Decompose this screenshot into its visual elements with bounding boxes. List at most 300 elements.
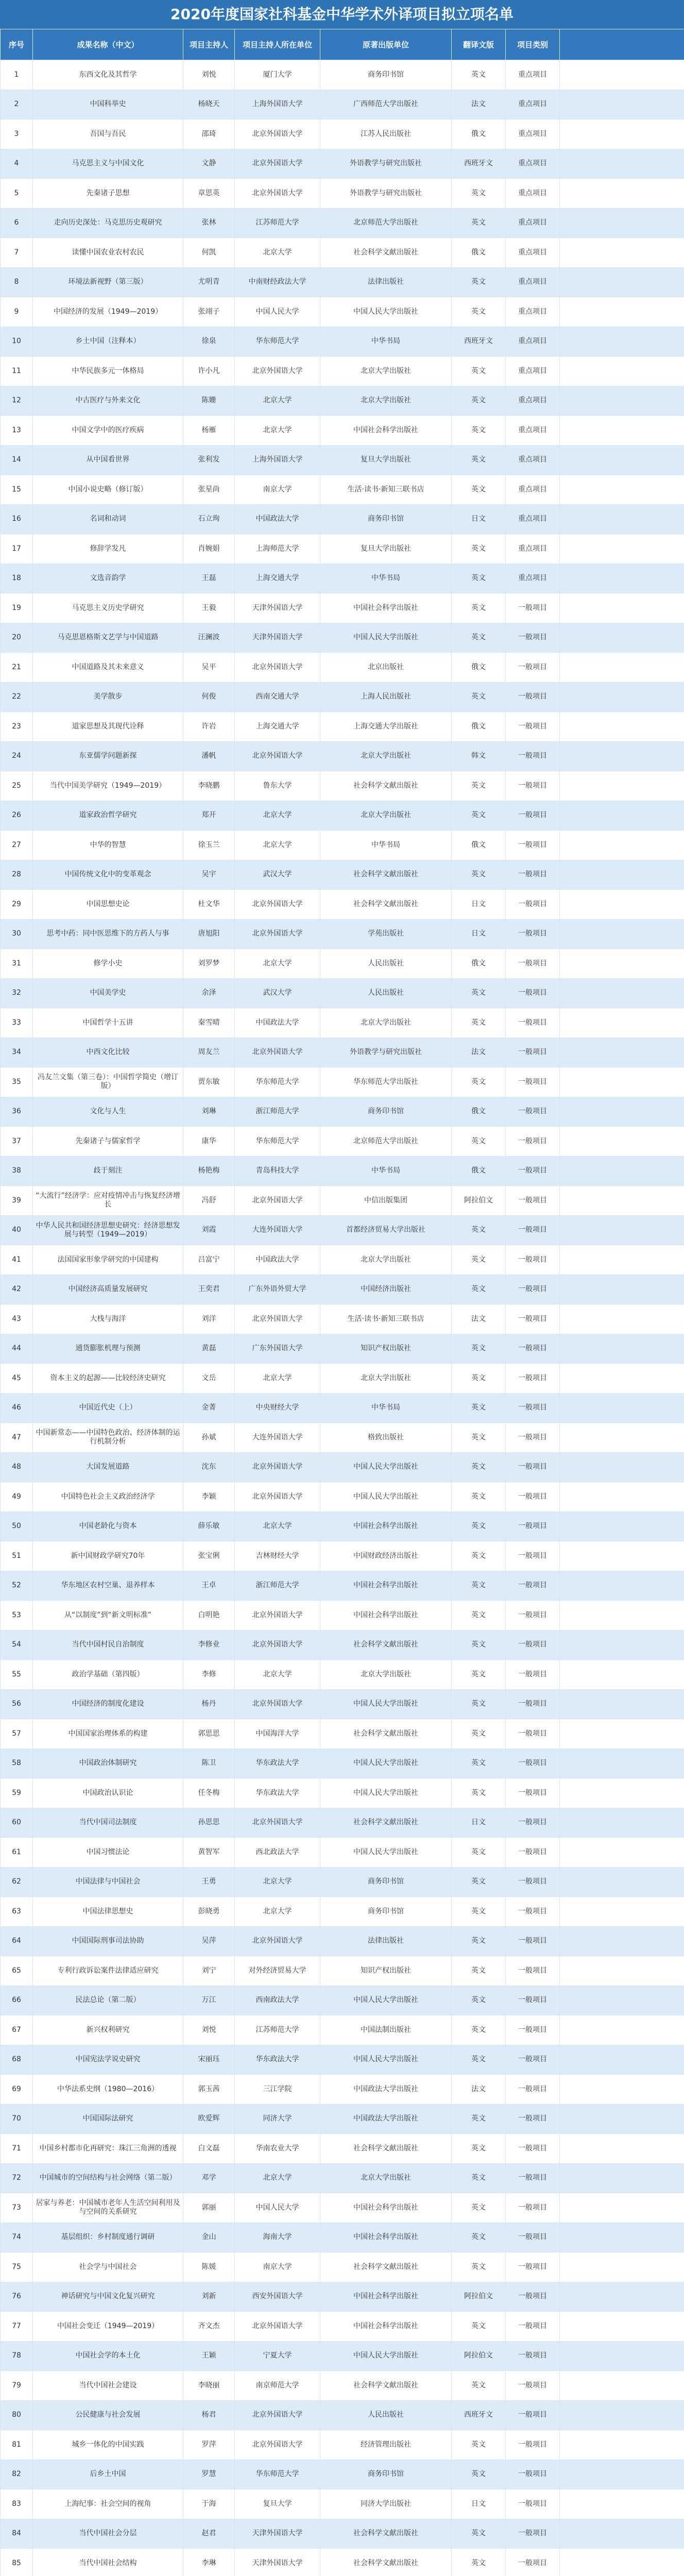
cell-publisher: 知识产权出版社	[320, 1334, 452, 1364]
cell-index: 80	[1, 2400, 33, 2430]
cell-host-unit: 浙江师范大学	[235, 1571, 320, 1601]
cell-category: 一般项目	[506, 1275, 560, 1304]
cell-title: 中国政治体制研究	[33, 1749, 183, 1778]
cell-index: 24	[1, 741, 33, 771]
cell-title: 通货膨胀机理与预测	[33, 1334, 183, 1364]
cell-title: 中国近代史（上）	[33, 1393, 183, 1423]
cell-category: 重点项目	[506, 149, 560, 179]
cell-host: 杨君	[183, 2400, 235, 2430]
cell-language: 日文	[452, 1808, 506, 1838]
cell-host-unit: 华东师范大学	[235, 2460, 320, 2489]
cell-category: 一般项目	[506, 860, 560, 890]
cell-language: 英文	[452, 564, 506, 594]
cell-blank	[560, 386, 684, 416]
table-row	[1, 890, 684, 920]
cell-host: 薛乐敏	[183, 1512, 235, 1541]
cell-index: 10	[1, 327, 33, 357]
table-row	[1, 2045, 684, 2075]
cell-language: 英文	[452, 978, 506, 1008]
cell-publisher: 社会科学文献出版社	[320, 1630, 452, 1660]
cell-publisher: 中国社会科学出版社	[320, 2282, 452, 2312]
cell-blank	[560, 2549, 684, 2576]
cell-category: 一般项目	[506, 1571, 560, 1601]
cell-host: 文静	[183, 149, 235, 179]
cell-host: 白文磊	[183, 2134, 235, 2164]
cell-language: 英文	[452, 2252, 506, 2282]
cell-publisher: 学苑出版社	[320, 919, 452, 949]
cell-language: 英文	[452, 1956, 506, 1986]
table-row	[1, 1334, 684, 1364]
cell-publisher: 广西师范大学出版社	[320, 90, 452, 120]
cell-blank	[560, 1749, 684, 1778]
cell-category: 一般项目	[506, 1956, 560, 1986]
cell-index: 72	[1, 2163, 33, 2193]
cell-index: 49	[1, 1482, 33, 1512]
cell-host: 郑开	[183, 801, 235, 831]
cell-index: 84	[1, 2519, 33, 2549]
table-row	[1, 238, 684, 268]
cell-host: 郭玉茜	[183, 2075, 235, 2105]
cell-publisher: 商务印书馆	[320, 1897, 452, 1927]
cell-language: 英文	[452, 1867, 506, 1897]
cell-language: 西班牙文	[452, 327, 506, 357]
table-row	[1, 1689, 684, 1719]
cell-blank	[560, 1689, 684, 1719]
table-row	[1, 2341, 684, 2371]
cell-language: 西班牙文	[452, 2400, 506, 2430]
cell-blank	[560, 2489, 684, 2519]
table-row	[1, 682, 684, 712]
cell-blank	[560, 2341, 684, 2371]
cell-host: 李修业	[183, 1630, 235, 1660]
cell-index: 25	[1, 771, 33, 801]
cell-host: 王颖	[183, 2341, 235, 2371]
cell-language: 英文	[452, 2045, 506, 2075]
cell-host: 刘琳	[183, 1097, 235, 1127]
cell-index: 15	[1, 475, 33, 505]
cell-category: 一般项目	[506, 653, 560, 683]
cell-category: 一般项目	[506, 831, 560, 860]
cell-index: 46	[1, 1393, 33, 1423]
cell-category: 一般项目	[506, 2489, 560, 2519]
cell-index: 5	[1, 179, 33, 209]
cell-host-unit: 上海外国语大学	[235, 445, 320, 475]
table-row	[1, 801, 684, 831]
table-row	[1, 2015, 684, 2045]
cell-publisher: 中国社会科学出版社	[320, 416, 452, 446]
table-row	[1, 1956, 684, 1986]
cell-host: 张星尚	[183, 475, 235, 505]
cell-host: 刘新	[183, 2282, 235, 2312]
cell-blank	[560, 564, 684, 594]
cell-host: 李修	[183, 1660, 235, 1690]
cell-blank	[560, 741, 684, 771]
cell-title: 上海纪事：社会空间的视角	[33, 2489, 183, 2519]
cell-publisher: 社会科学文献出版社	[320, 2549, 452, 2576]
cell-publisher: 北京大学出版社	[320, 357, 452, 386]
cell-blank	[560, 2312, 684, 2342]
cell-index: 32	[1, 978, 33, 1008]
cell-host-unit: 鲁东大学	[235, 771, 320, 801]
cell-blank	[560, 1512, 684, 1541]
cell-language: 英文	[452, 594, 506, 623]
cell-host: 贾东敏	[183, 1067, 235, 1097]
cell-title: 道家政治哲学研究	[33, 801, 183, 831]
cell-host-unit: 大连外国语大学	[235, 1423, 320, 1453]
cell-host: 文岳	[183, 1364, 235, 1394]
cell-title: 当代中国社会结构	[33, 2549, 183, 2576]
cell-index: 8	[1, 267, 33, 297]
cell-publisher: 中国人民大学出版社	[320, 1689, 452, 1719]
cell-host-unit: 同济大学	[235, 2104, 320, 2134]
cell-host: 陈卫	[183, 1749, 235, 1778]
cell-index: 56	[1, 1689, 33, 1719]
cell-language: 日文	[452, 2489, 506, 2519]
cell-publisher: 同济大学出版社	[320, 2489, 452, 2519]
cell-host-unit: 中南财经政法大学	[235, 267, 320, 297]
table-row	[1, 1778, 684, 1808]
cell-publisher: 外语教学与研究出版社	[320, 1038, 452, 1067]
cell-host-unit: 广东外语外贸大学	[235, 1275, 320, 1304]
cell-blank	[560, 890, 684, 920]
cell-publisher: 社会科学文献出版社	[320, 2519, 452, 2549]
cell-category: 重点项目	[506, 534, 560, 564]
cell-index: 62	[1, 1867, 33, 1897]
cell-host: 李颖	[183, 1482, 235, 1512]
cell-index: 77	[1, 2312, 33, 2342]
cell-publisher: 社会科学文献出版社	[320, 2371, 452, 2401]
cell-category: 一般项目	[506, 741, 560, 771]
cell-host-unit: 浙江师范大学	[235, 1097, 320, 1127]
cell-index: 22	[1, 682, 33, 712]
cell-title: 中西文化比较	[33, 1038, 183, 1067]
cell-title: 中国传统文化中的变革观念	[33, 860, 183, 890]
cell-host: 李晓鹏	[183, 771, 235, 801]
cell-publisher: 中国社会科学出版社	[320, 2193, 452, 2223]
cell-index: 83	[1, 2489, 33, 2519]
cell-publisher: 中国社会科学出版社	[320, 1512, 452, 1541]
cell-host: 宋丽珏	[183, 2045, 235, 2075]
table-row	[1, 1512, 684, 1541]
cell-category: 一般项目	[506, 1867, 560, 1897]
cell-host-unit: 北京大学	[235, 1364, 320, 1394]
cell-title: 新中国财政学研究70年	[33, 1541, 183, 1571]
cell-category: 重点项目	[506, 90, 560, 120]
cell-index: 23	[1, 712, 33, 742]
table-row	[1, 2549, 684, 2576]
table-row	[1, 149, 684, 179]
cell-host: 许小凡	[183, 357, 235, 386]
cell-category: 一般项目	[506, 1008, 560, 1038]
cell-host: 罗慧	[183, 2460, 235, 2489]
cell-host-unit: 南京大学	[235, 475, 320, 505]
cell-title: 中国思想史论	[33, 890, 183, 920]
table-row	[1, 504, 684, 534]
cell-category: 一般项目	[506, 2193, 560, 2223]
cell-publisher: 中国政法大学出版社	[320, 2075, 452, 2105]
cell-host: 黄智军	[183, 1838, 235, 1868]
cell-language: 英文	[452, 1482, 506, 1512]
cell-blank	[560, 1541, 684, 1571]
table-row	[1, 2371, 684, 2401]
table-row	[1, 1452, 684, 1482]
cell-host: 金山	[183, 2223, 235, 2252]
cell-publisher: 中华书局	[320, 1393, 452, 1423]
cell-host-unit: 中国政法大学	[235, 504, 320, 534]
cell-index: 73	[1, 2193, 33, 2223]
cell-host: 孙思思	[183, 1808, 235, 1838]
cell-blank	[560, 831, 684, 860]
table-row	[1, 357, 684, 386]
cell-category: 一般项目	[506, 1215, 560, 1245]
cell-category: 一般项目	[506, 1778, 560, 1808]
cell-host: 刘洋	[183, 1304, 235, 1334]
cell-blank	[560, 475, 684, 505]
cell-blank	[560, 2400, 684, 2430]
cell-host-unit: 北京大学	[235, 949, 320, 979]
cell-category: 一般项目	[506, 1808, 560, 1838]
cell-publisher: 北京大学出版社	[320, 1245, 452, 1275]
cell-host: 陈媛	[183, 2252, 235, 2282]
cell-blank	[560, 1986, 684, 2015]
cell-blank	[560, 1719, 684, 1749]
cell-blank	[560, 1630, 684, 1660]
cell-host-unit: 中国政法大学	[235, 1245, 320, 1275]
cell-language: 英文	[452, 1778, 506, 1808]
cell-host-unit: 北京外国语大学	[235, 1808, 320, 1838]
cell-category: 一般项目	[506, 1482, 560, 1512]
cell-host-unit: 华东师范大学	[235, 1127, 320, 1157]
cell-title: 当代中国美学研究（1949—2019）	[33, 771, 183, 801]
cell-host: 余泽	[183, 978, 235, 1008]
cell-host: 李晓丽	[183, 2371, 235, 2401]
cell-host: 王磊	[183, 564, 235, 594]
cell-publisher: 复旦大学出版社	[320, 534, 452, 564]
cell-language: 英文	[452, 2460, 506, 2489]
cell-blank	[560, 534, 684, 564]
cell-publisher: 外语教学与研究出版社	[320, 149, 452, 179]
cell-index: 45	[1, 1364, 33, 1394]
cell-category: 一般项目	[506, 1097, 560, 1127]
cell-blank	[560, 1097, 684, 1127]
cell-publisher: 复旦大学出版社	[320, 445, 452, 475]
cell-category: 一般项目	[506, 1038, 560, 1067]
cell-index: 78	[1, 2341, 33, 2371]
cell-host: 何凯	[183, 238, 235, 268]
table-row	[1, 831, 684, 860]
cell-title: 走向历史深处：马克思历史观研究	[33, 208, 183, 238]
cell-blank	[560, 2282, 684, 2312]
cell-host-unit: 青岛科技大学	[235, 1156, 320, 1186]
cell-title: 修辞学发凡	[33, 534, 183, 564]
cell-publisher: 生活·读书·新知三联书店	[320, 1304, 452, 1334]
cell-host-unit: 上海外国语大学	[235, 90, 320, 120]
cell-blank	[560, 1423, 684, 1453]
cell-language: 日文	[452, 504, 506, 534]
cell-language: 法文	[452, 2075, 506, 2105]
table-header-row	[1, 29, 684, 60]
cell-blank	[560, 2193, 684, 2223]
cell-blank	[560, 978, 684, 1008]
cell-language: 英文	[452, 1364, 506, 1394]
cell-category: 一般项目	[506, 1838, 560, 1868]
cell-category: 一般项目	[506, 594, 560, 623]
cell-host: 秦雪晴	[183, 1008, 235, 1038]
cell-index: 11	[1, 357, 33, 386]
cell-publisher: 法律出版社	[320, 1926, 452, 1956]
cell-publisher: 中国人民大学出版社	[320, 1838, 452, 1868]
cell-language: 法文	[452, 90, 506, 120]
cell-category: 一般项目	[506, 1245, 560, 1275]
cell-index: 31	[1, 949, 33, 979]
cell-publisher: 华东师范大学出版社	[320, 1067, 452, 1097]
table-row	[1, 2134, 684, 2164]
cell-publisher: 社会科学文献出版社	[320, 771, 452, 801]
cell-publisher: 商务印书馆	[320, 1097, 452, 1127]
cell-host: 徐泉	[183, 327, 235, 357]
cell-category: 一般项目	[506, 712, 560, 742]
cell-host-unit: 北京外国语大学	[235, 919, 320, 949]
table-row	[1, 2163, 684, 2193]
cell-host: 刘宁	[183, 1956, 235, 1986]
cell-blank	[560, 445, 684, 475]
cell-host: 吴萍	[183, 1926, 235, 1956]
cell-category: 一般项目	[506, 1393, 560, 1423]
cell-publisher: 江苏人民出版社	[320, 120, 452, 149]
cell-language: 日文	[452, 890, 506, 920]
table-row	[1, 1215, 684, 1245]
cell-blank	[560, 1867, 684, 1897]
cell-index: 71	[1, 2134, 33, 2164]
cell-title: 马克思主义历史学研究	[33, 594, 183, 623]
cell-host: 潘帆	[183, 741, 235, 771]
cell-publisher: 商务印书馆	[320, 1867, 452, 1897]
cell-category: 一般项目	[506, 1986, 560, 2015]
table-row	[1, 1156, 684, 1186]
table-row	[1, 2223, 684, 2252]
cell-language: 英文	[452, 2430, 506, 2460]
cell-category: 一般项目	[506, 2104, 560, 2134]
cell-blank	[560, 1156, 684, 1186]
cell-host: 王奕君	[183, 1275, 235, 1304]
cell-title: 从“以制度”到“新文明标准”	[33, 1601, 183, 1631]
cell-host: 李琳	[183, 2549, 235, 2576]
cell-language: 英文	[452, 1067, 506, 1097]
table-row	[1, 297, 684, 327]
cell-index: 55	[1, 1660, 33, 1690]
cell-host: 张翊子	[183, 297, 235, 327]
cell-index: 81	[1, 2430, 33, 2460]
cell-title: 中华民族多元一体格局	[33, 357, 183, 386]
cell-language: 英文	[452, 2371, 506, 2401]
cell-blank	[560, 1808, 684, 1838]
cell-host-unit: 华东政法大学	[235, 1749, 320, 1778]
cell-title: 中国道路及其未来意义	[33, 653, 183, 683]
cell-index: 61	[1, 1838, 33, 1868]
cell-title: 中华法系史纲（1980—2016）	[33, 2075, 183, 2105]
cell-host: 张利发	[183, 445, 235, 475]
cell-host: 唐旭阳	[183, 919, 235, 949]
cell-host-unit: 上海交通大学	[235, 564, 320, 594]
cell-language: 英文	[452, 860, 506, 890]
cell-publisher: 中华书局	[320, 564, 452, 594]
cell-index: 74	[1, 2223, 33, 2252]
header-host-unit: 项目主持人所在单位	[235, 29, 320, 60]
cell-title: 中国习惯法论	[33, 1838, 183, 1868]
cell-host: 沈东	[183, 1452, 235, 1482]
table-row	[1, 2075, 684, 2105]
table-row	[1, 2312, 684, 2342]
cell-host-unit: 华东师范大学	[235, 1067, 320, 1097]
cell-publisher: 北京出版社	[320, 653, 452, 683]
cell-blank	[560, 1452, 684, 1482]
cell-language: 英文	[452, 1452, 506, 1482]
cell-language: 英文	[452, 2223, 506, 2252]
cell-index: 28	[1, 860, 33, 890]
cell-language: 法文	[452, 1038, 506, 1067]
cell-host-unit: 北京外国语大学	[235, 2400, 320, 2430]
cell-index: 65	[1, 1956, 33, 1986]
cell-host-unit: 三江学院	[235, 2075, 320, 2105]
cell-title: 思考中药：同中医思维下的方药人与事	[33, 919, 183, 949]
cell-publisher: 生活·读书·新知三联书店	[320, 475, 452, 505]
table-row	[1, 1838, 684, 1868]
cell-index: 29	[1, 890, 33, 920]
cell-title: 中国乡村都市化再研究：珠江三角洲的透视	[33, 2134, 183, 2164]
cell-index: 82	[1, 2460, 33, 2489]
cell-blank	[560, 1245, 684, 1275]
cell-publisher: 中华书局	[320, 1156, 452, 1186]
table-row	[1, 1867, 684, 1897]
table-row	[1, 771, 684, 801]
cell-publisher: 中华书局	[320, 327, 452, 357]
cell-host-unit: 厦门大学	[235, 60, 320, 90]
cell-host-unit: 北京外国语大学	[235, 2312, 320, 2342]
cell-title: 文选音韵学	[33, 564, 183, 594]
cell-index: 43	[1, 1304, 33, 1334]
cell-host: 刘霞	[183, 1215, 235, 1245]
cell-title: 中国特色社会主义政治经济学	[33, 1482, 183, 1512]
table-row	[1, 1393, 684, 1423]
cell-category: 一般项目	[506, 2252, 560, 2282]
cell-category: 一般项目	[506, 919, 560, 949]
cell-category: 重点项目	[506, 416, 560, 446]
table-row	[1, 327, 684, 357]
cell-host: 王勇	[183, 1867, 235, 1897]
cell-index: 75	[1, 2252, 33, 2282]
cell-blank	[560, 2223, 684, 2252]
cell-category: 一般项目	[506, 1364, 560, 1394]
table-row	[1, 416, 684, 446]
cell-category: 一般项目	[506, 2460, 560, 2489]
cell-language: 英文	[452, 2134, 506, 2164]
cell-title: 名词和动词	[33, 504, 183, 534]
cell-title: 马克思主义与中国文化	[33, 149, 183, 179]
cell-index: 38	[1, 1156, 33, 1186]
cell-host-unit: 北京外国语大学	[235, 357, 320, 386]
cell-index: 13	[1, 416, 33, 446]
header-category: 项目类别	[506, 29, 560, 60]
cell-blank	[560, 2519, 684, 2549]
cell-index: 54	[1, 1630, 33, 1660]
cell-host: 刘悦	[183, 2015, 235, 2045]
cell-category: 重点项目	[506, 357, 560, 386]
cell-language: 英文	[452, 1423, 506, 1453]
cell-index: 48	[1, 1452, 33, 1482]
cell-language: 阿拉伯文	[452, 2341, 506, 2371]
cell-language: 韩文	[452, 741, 506, 771]
cell-index: 50	[1, 1512, 33, 1541]
